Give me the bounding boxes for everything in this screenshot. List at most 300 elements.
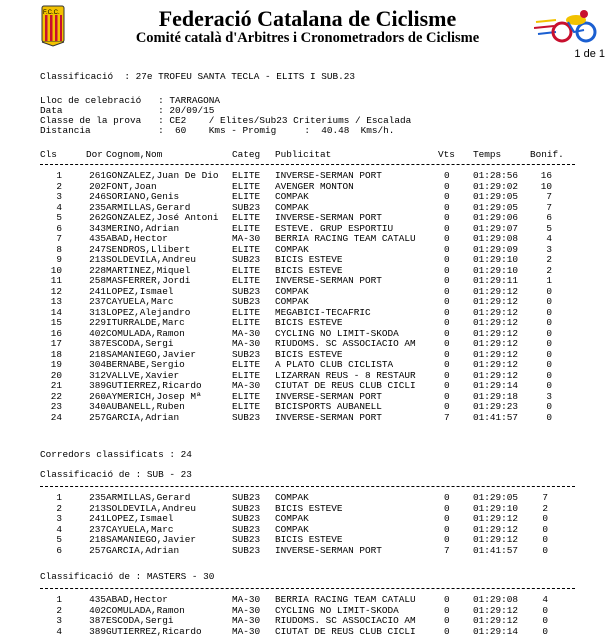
cell-publicitat: RIUDOMS. SC ASSOCIACIO AM — [275, 615, 416, 626]
cell-publicitat: BICIS ESTEVE — [275, 317, 343, 328]
cell-publicitat: COMPAK — [275, 191, 309, 202]
cell-publicitat: CIUTAT DE REUS CLUB CICLI — [275, 625, 416, 637]
cell-dor: 304 — [89, 359, 106, 370]
cell-vts: 0 — [444, 369, 450, 381]
cell-bonif: 0 — [546, 380, 552, 391]
cell-categ: ELITE — [232, 180, 261, 192]
cell-temps: 01:29:10 — [473, 254, 519, 265]
cell-dor: 241 — [89, 513, 106, 524]
cell-temps: 01:29:06 — [473, 212, 519, 223]
table-row — [0, 392, 615, 402]
cell-cls: 2 — [56, 180, 62, 192]
cell-bonif: 5 — [546, 222, 552, 234]
table-row — [0, 203, 615, 213]
cell-temps: 01:29:07 — [473, 222, 519, 234]
cyclist-logo — [534, 8, 600, 51]
cell-name: GARCIA,Adrian — [106, 544, 180, 556]
table-row — [0, 371, 615, 381]
cell-name: ABAD,Hector — [106, 594, 168, 605]
cell-categ: SUB23 — [232, 348, 261, 360]
cell-vts: 0 — [444, 254, 450, 265]
cell-bonif: 16 — [540, 170, 552, 181]
table-row — [0, 627, 615, 637]
cell-temps: 01:29:12 — [473, 338, 519, 349]
cell-cls: 23 — [50, 401, 62, 412]
cell-name: GUTIERREZ,Ricardo — [106, 380, 202, 391]
cell-cls: 22 — [50, 390, 62, 402]
cell-name: ITURRALDE,Marc — [106, 317, 185, 328]
cell-categ: SUB23 — [232, 523, 261, 535]
table-row — [0, 381, 615, 391]
cell-publicitat: RIUDOMS. SC ASSOCIACIO AM — [275, 338, 416, 349]
cell-name: CAYUELA,Marc — [106, 296, 174, 307]
cell-categ: SUB23 — [232, 513, 261, 524]
page-subtitle: Comité català d'Arbitres i Cronometradors de Ciclisme — [135, 30, 480, 46]
cell-dor: 343 — [89, 222, 106, 234]
cell-categ: ELITE — [232, 275, 261, 286]
cell-cls: 8 — [56, 243, 62, 255]
cell-categ: ELITE — [232, 243, 261, 255]
table-row — [0, 350, 615, 360]
cell-cls: 4 — [56, 625, 62, 637]
cell-categ: ELITE — [232, 369, 261, 381]
cell-dor: 246 — [89, 191, 106, 202]
cell-dor: 237 — [89, 296, 106, 307]
table-row — [0, 182, 615, 192]
cell-publicitat: COMPAK — [275, 492, 309, 503]
cell-cls: 14 — [50, 306, 62, 318]
cell-dor: 312 — [89, 369, 106, 381]
col-publicitat: Publicitat — [275, 149, 332, 160]
cell-name: SAMANIEGO,Javier — [106, 534, 197, 545]
cell-temps: 01:29:12 — [473, 327, 519, 339]
divider — [40, 486, 575, 487]
cell-temps: 01:29:12 — [473, 348, 519, 360]
cell-categ: SUB23 — [232, 285, 261, 297]
cell-bonif: 0 — [546, 401, 552, 412]
cell-publicitat: COMPAK — [275, 285, 309, 297]
table-row — [0, 287, 615, 297]
cell-name: GONZALEZ,José Antoni — [106, 212, 219, 223]
cell-publicitat: COMPAK — [275, 243, 309, 255]
cell-name: LOPEZ,Ismael — [106, 285, 174, 297]
cell-temps: 01:29:12 — [473, 523, 519, 535]
table-row — [0, 616, 615, 626]
cell-publicitat: COMPAK — [275, 296, 309, 307]
cell-cls: 1 — [56, 492, 62, 503]
col-temps: Temps — [473, 149, 502, 160]
cell-name: LOPEZ,Alejandro — [106, 306, 191, 318]
cell-vts: 0 — [444, 523, 450, 535]
masters-title: Classificació de : MASTERS - 30 — [40, 571, 215, 582]
cell-temps: 01:29:09 — [473, 243, 519, 255]
cell-temps: 01:29:10 — [473, 502, 519, 514]
table-row — [0, 606, 615, 616]
cell-cls: 9 — [56, 254, 62, 265]
cell-cls: 1 — [56, 170, 62, 181]
cell-temps: 01:29:23 — [473, 401, 519, 412]
cell-dor: 435 — [89, 594, 106, 605]
cell-cls: 1 — [56, 594, 62, 605]
divider — [40, 164, 575, 165]
cell-dor: 262 — [89, 212, 106, 223]
cell-vts: 0 — [444, 348, 450, 360]
cell-vts: 0 — [444, 212, 450, 223]
cell-vts: 0 — [444, 191, 450, 202]
cell-dor: 340 — [89, 401, 106, 412]
cell-vts: 0 — [444, 380, 450, 391]
cell-dor: 260 — [89, 390, 106, 402]
cell-cls: 15 — [50, 317, 62, 328]
table-row — [0, 266, 615, 276]
cell-publicitat: BICIS ESTEVE — [275, 264, 343, 276]
cell-cls: 2 — [56, 502, 62, 514]
cell-name: GARCIA,Adrian — [106, 411, 180, 423]
cell-temps: 01:29:05 — [473, 191, 519, 202]
cell-name: ARMILLAS,Gerard — [106, 492, 191, 503]
cell-cls: 5 — [56, 212, 62, 223]
cell-temps: 01:29:05 — [473, 201, 519, 213]
divider — [40, 588, 575, 589]
cell-temps: 01:29:10 — [473, 264, 519, 276]
cell-vts: 0 — [444, 390, 450, 402]
cell-vts: 0 — [444, 233, 450, 244]
cell-name: ESCODA,Sergi — [106, 338, 174, 349]
cell-temps: 01:29:12 — [473, 534, 519, 545]
cell-dor: 235 — [89, 201, 106, 213]
table-row — [0, 546, 615, 556]
cell-vts: 0 — [444, 243, 450, 255]
logo-text: F.C.C. — [43, 10, 60, 16]
cell-temps: 01:29:11 — [473, 275, 519, 286]
table-row — [0, 493, 615, 503]
cell-temps: 01:29:12 — [473, 285, 519, 297]
cell-dor: 213 — [89, 254, 106, 265]
cell-dor: 257 — [89, 544, 106, 556]
cell-cls: 10 — [50, 264, 62, 276]
col-cls: Cls — [40, 149, 57, 160]
cell-cls: 11 — [50, 275, 62, 286]
cell-temps: 01:29:05 — [473, 492, 519, 503]
cell-categ: MA-30 — [232, 625, 261, 637]
cell-dor: 247 — [89, 243, 106, 255]
cell-vts: 7 — [444, 411, 450, 423]
cell-bonif: 4 — [546, 233, 552, 244]
cell-bonif: 7 — [542, 492, 548, 503]
cell-bonif: 0 — [546, 285, 552, 297]
cell-dor: 228 — [89, 264, 106, 276]
sub23-title: Classificació de : SUB - 23 — [40, 469, 192, 480]
cell-name: FONT,Joan — [106, 180, 157, 192]
cell-temps: 01:29:12 — [473, 604, 519, 616]
table-row — [0, 308, 615, 318]
cell-categ: SUB23 — [232, 201, 261, 213]
cell-cls: 3 — [56, 191, 62, 202]
cell-vts: 0 — [444, 492, 450, 503]
cell-publicitat: BICIS ESTEVE — [275, 348, 343, 360]
table-row — [0, 525, 615, 535]
cell-dor: 402 — [89, 327, 106, 339]
cell-categ: MA-30 — [232, 604, 261, 616]
cell-publicitat: BICISPORTS AUBANELL — [275, 401, 382, 412]
cell-name: MARTINEZ,Miquel — [106, 264, 191, 276]
cell-vts: 0 — [444, 615, 450, 626]
cell-dor: 258 — [89, 275, 106, 286]
table-row — [0, 535, 615, 545]
page-number: 1 de 1 — [574, 48, 605, 60]
col-name: Cognom,Nom — [106, 149, 163, 160]
cell-name: SAMANIEGO,Javier — [106, 348, 197, 360]
cell-vts: 0 — [444, 359, 450, 370]
cell-categ: SUB23 — [232, 296, 261, 307]
corredors-count: Corredors classificats : 24 — [40, 449, 192, 460]
cell-dor: 235 — [89, 492, 106, 503]
cell-dor: 387 — [89, 615, 106, 626]
cell-cls: 5 — [56, 534, 62, 545]
cell-bonif: 3 — [546, 390, 552, 402]
cell-vts: 0 — [444, 502, 450, 514]
cell-categ: SUB23 — [232, 254, 261, 265]
cell-bonif: 7 — [546, 201, 552, 213]
cell-bonif: 0 — [542, 534, 548, 545]
cell-dor: 202 — [89, 180, 106, 192]
table-row — [0, 595, 615, 605]
cell-name: ARMILLAS,Gerard — [106, 201, 191, 213]
cell-categ: SUB23 — [232, 492, 261, 503]
cell-temps: 01:29:12 — [473, 615, 519, 626]
cell-name: AUBANELL,Ruben — [106, 401, 185, 412]
cell-cls: 6 — [56, 222, 62, 234]
table-row — [0, 171, 615, 181]
cell-categ: SUB23 — [232, 544, 261, 556]
cell-temps: 01:29:14 — [473, 625, 519, 637]
cell-publicitat: AVENGER MONTON — [275, 180, 354, 192]
cell-name: AYMERICH,Josep Mª — [106, 390, 202, 402]
cell-bonif: 0 — [546, 338, 552, 349]
cell-temps: 01:29:12 — [473, 359, 519, 370]
cell-categ: ELITE — [232, 306, 261, 318]
page-title: Federació Catalana de Ciclisme — [158, 6, 457, 31]
cell-categ: MA-30 — [232, 594, 261, 605]
cell-publicitat: BERRIA RACING TEAM CATALU — [275, 594, 416, 605]
cell-vts: 0 — [444, 201, 450, 213]
cell-categ: ELITE — [232, 264, 261, 276]
cell-bonif: 4 — [542, 594, 548, 605]
cell-temps: 01:29:08 — [473, 594, 519, 605]
info-classe: Classe de la prova : CE2 / Elites/Sub23 Criteriums / Escalada — [40, 115, 412, 126]
cell-categ: ELITE — [232, 401, 261, 412]
cell-categ: ELITE — [232, 191, 261, 202]
cell-categ: ELITE — [232, 317, 261, 328]
cell-bonif: 0 — [546, 369, 552, 381]
cell-vts: 0 — [444, 296, 450, 307]
cell-categ: ELITE — [232, 170, 261, 181]
cell-bonif: 0 — [542, 523, 548, 535]
cell-name: SORIANO,Genis — [106, 191, 180, 202]
col-dor: Dor — [86, 149, 103, 160]
col-vts: Vts — [438, 149, 455, 160]
cell-cls: 24 — [50, 411, 62, 423]
cell-cls: 13 — [50, 296, 62, 307]
cell-temps: 01:29:12 — [473, 369, 519, 381]
cell-vts: 0 — [444, 170, 450, 181]
cell-bonif: 0 — [546, 327, 552, 339]
cell-vts: 0 — [444, 338, 450, 349]
cell-publicitat: INVERSE-SERMAN PORT — [275, 544, 382, 556]
cell-categ: MA-30 — [232, 615, 261, 626]
info-data: Data : 20/09/15 — [40, 105, 215, 116]
cell-dor: 389 — [89, 625, 106, 637]
info-distancia: Distancia : 60 Kms - Promig : 40.48 Kms/h. — [40, 125, 395, 136]
cell-vts: 0 — [444, 604, 450, 616]
cell-name: CAYUELA,Marc — [106, 523, 174, 535]
cell-bonif: 0 — [546, 296, 552, 307]
cell-dor: 237 — [89, 523, 106, 535]
cell-temps: 01:29:18 — [473, 390, 519, 402]
cell-categ: ELITE — [232, 390, 261, 402]
cell-bonif: 0 — [542, 604, 548, 616]
cell-bonif: 0 — [542, 615, 548, 626]
cell-vts: 0 — [444, 222, 450, 234]
cell-dor: 218 — [89, 534, 106, 545]
cell-cls: 6 — [56, 544, 62, 556]
cell-cls: 4 — [56, 523, 62, 535]
cell-bonif: 0 — [546, 348, 552, 360]
cell-name: SOLDEVILA,Andreu — [106, 502, 197, 514]
cell-dor: 213 — [89, 502, 106, 514]
cell-dor: 261 — [89, 170, 106, 181]
cell-bonif: 0 — [546, 411, 552, 423]
cell-cls: 17 — [50, 338, 62, 349]
table-row — [0, 213, 615, 223]
table-row — [0, 276, 615, 286]
cell-bonif: 2 — [546, 264, 552, 276]
cell-bonif: 0 — [542, 625, 548, 637]
cell-cls: 19 — [50, 359, 62, 370]
cell-bonif: 7 — [546, 191, 552, 202]
cell-publicitat: CIUTAT DE REUS CLUB CICLI — [275, 380, 416, 391]
cell-dor: 389 — [89, 380, 106, 391]
cell-publicitat: INVERSE-SERMAN PORT — [275, 275, 382, 286]
cell-temps: 01:29:14 — [473, 380, 519, 391]
cell-categ: MA-30 — [232, 338, 261, 349]
cell-name: LOPEZ,Ismael — [106, 513, 174, 524]
table-row — [0, 255, 615, 265]
cell-categ: MA-30 — [232, 327, 261, 339]
cell-cls: 20 — [50, 369, 62, 381]
table-row — [0, 224, 615, 234]
cell-categ: SUB23 — [232, 502, 261, 514]
cell-name: BERNABE,Sergio — [106, 359, 185, 370]
cell-dor: 387 — [89, 338, 106, 349]
cell-temps: 01:29:12 — [473, 296, 519, 307]
cell-publicitat: MEGABICI-TECAFRIC — [275, 306, 371, 318]
cell-publicitat: CYCLING NO LIMIT-SKODA — [275, 604, 399, 616]
cell-publicitat: LIZARRAN REUS - 8 RESTAUR — [275, 369, 416, 381]
cell-vts: 0 — [444, 513, 450, 524]
cell-vts: 0 — [444, 317, 450, 328]
table-row — [0, 329, 615, 339]
table-row — [0, 402, 615, 412]
cell-cls: 12 — [50, 285, 62, 297]
cell-publicitat: COMPAK — [275, 201, 309, 213]
cell-publicitat: BICIS ESTEVE — [275, 254, 343, 265]
cell-cls: 2 — [56, 604, 62, 616]
cell-bonif: 2 — [542, 502, 548, 514]
cell-categ: ELITE — [232, 212, 261, 223]
cell-publicitat: INVERSE-SERMAN PORT — [275, 170, 382, 181]
cell-name: VALLVE,Xavier — [106, 369, 180, 381]
cell-cls: 3 — [56, 615, 62, 626]
table-row — [0, 234, 615, 244]
cell-cls: 3 — [56, 513, 62, 524]
cell-vts: 0 — [444, 327, 450, 339]
cell-categ: SUB23 — [232, 411, 261, 423]
table-row — [0, 245, 615, 255]
table-row — [0, 514, 615, 524]
cell-name: ABAD,Hector — [106, 233, 168, 244]
cell-publicitat: CYCLING NO LIMIT-SKODA — [275, 327, 399, 339]
table-row — [0, 339, 615, 349]
info-lloc: Lloc de celebració : TARRAGONA — [40, 95, 221, 106]
cell-vts: 0 — [444, 264, 450, 276]
cell-dor: 402 — [89, 604, 106, 616]
table-row — [0, 297, 615, 307]
cell-bonif: 0 — [542, 544, 548, 556]
cell-bonif: 10 — [540, 180, 552, 192]
cell-bonif: 0 — [542, 513, 548, 524]
cell-temps: 01:29:02 — [473, 180, 519, 192]
cell-publicitat: INVERSE-SERMAN PORT — [275, 212, 382, 223]
cell-name: SENDROS,Llibert — [106, 243, 191, 255]
cell-vts: 0 — [444, 594, 450, 605]
cell-name: MASFERRER,Jordi — [106, 275, 191, 286]
cell-categ: SUB23 — [232, 534, 261, 545]
cell-bonif: 0 — [546, 359, 552, 370]
cell-cls: 7 — [56, 233, 62, 244]
cell-cls: 4 — [56, 201, 62, 213]
cell-vts: 0 — [444, 275, 450, 286]
cell-cls: 21 — [50, 380, 62, 391]
cell-name: SOLDEVILA,Andreu — [106, 254, 197, 265]
cell-temps: 01:29:12 — [473, 306, 519, 318]
cell-vts: 0 — [444, 534, 450, 545]
cell-bonif: 0 — [546, 317, 552, 328]
cell-vts: 7 — [444, 544, 450, 556]
cell-vts: 0 — [444, 401, 450, 412]
cell-categ: ELITE — [232, 359, 261, 370]
col-categ: Categ — [232, 149, 261, 160]
column-headers — [0, 150, 615, 160]
cell-cls: 16 — [50, 327, 62, 339]
cell-categ: ELITE — [232, 222, 261, 234]
cell-bonif: 6 — [546, 212, 552, 223]
cell-name: GUTIERREZ,Ricardo — [106, 625, 202, 637]
cell-bonif: 1 — [546, 275, 552, 286]
cell-name: GONZALEZ,Juan De Dio — [106, 170, 219, 181]
cell-bonif: 0 — [546, 306, 552, 318]
cell-categ: MA-30 — [232, 233, 261, 244]
table-row — [0, 504, 615, 514]
cell-dor: 313 — [89, 306, 106, 318]
cell-vts: 0 — [444, 306, 450, 318]
cell-dor: 257 — [89, 411, 106, 423]
cell-temps: 01:41:57 — [473, 411, 519, 423]
cell-temps: 01:29:12 — [473, 513, 519, 524]
cell-name: COMULADA,Ramon — [106, 604, 185, 616]
table-row — [0, 192, 615, 202]
cell-dor: 241 — [89, 285, 106, 297]
